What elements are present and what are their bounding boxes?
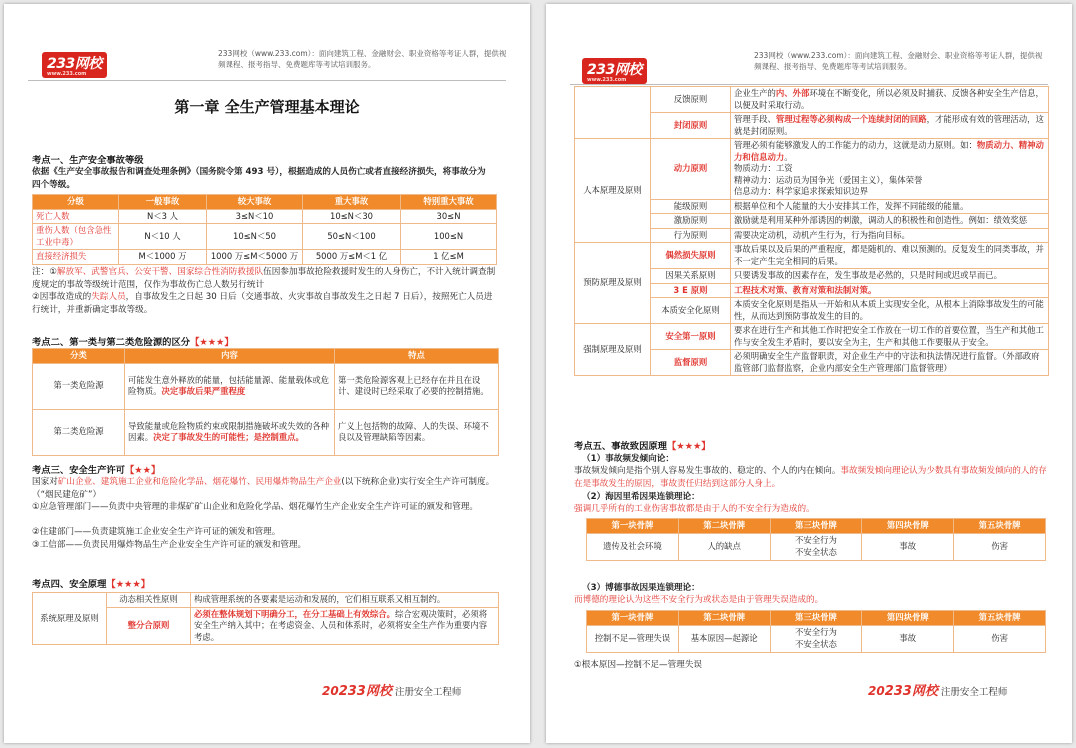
principle-name: 激励原则 bbox=[651, 214, 731, 229]
principle-desc: 必须在整体规划下明确分工，在分工基础上有效综合。综合宏观决策时，必须将安全生产纳入其中；在考虑资金、人员和体系时，必须将安全生产作为重要内容考虑。 bbox=[191, 607, 499, 645]
desc-text: 。 物质动力：工资 精神动力：运动员为国争光（爱国主义），集体荣誉 信息动力：科学家追求探索知识边界 bbox=[734, 151, 923, 196]
hazard-class: 第一类危险源 bbox=[33, 363, 125, 409]
principle-desc bbox=[731, 283, 1049, 298]
table-cell: 10≤N＜30 bbox=[303, 209, 401, 224]
domino-header: 第一块骨牌 bbox=[587, 611, 679, 626]
section-heading-k2: 考点二、第一类与第二类危险源的区分【★★★】 bbox=[32, 337, 234, 348]
domino-header: 第三块骨牌 bbox=[770, 519, 862, 534]
table-cell: 3≤N＜10 bbox=[207, 209, 303, 224]
domino-cell: 伤害 bbox=[954, 533, 1046, 560]
content-text: 导致能量或危险物质约束或限制措施破坏或失效的各种因素。 bbox=[128, 420, 329, 442]
principle-name: 本质安全化原则 bbox=[651, 298, 731, 324]
principle-desc bbox=[731, 269, 1049, 284]
principle-desc bbox=[731, 324, 1049, 350]
hazard-content bbox=[125, 409, 335, 455]
principle-desc: 构成管理系统的各要素是运动和发展的，它们相互联系又相互制约。 bbox=[191, 593, 499, 608]
table-row bbox=[33, 209, 497, 224]
desc-text: 要求在进行生产和其他工作时把安全工作放在一切工作的首要位置，当生产和其他工作与安全发生矛盾时，要以安全为主，生产和其他工作要服从于安全。 bbox=[734, 325, 1044, 347]
table-cell: N＜3 人 bbox=[119, 209, 207, 224]
right-page bbox=[546, 4, 1072, 743]
domino-cell: 不安全行为 不安全状态 bbox=[770, 533, 862, 560]
domino-header: 第二块骨牌 bbox=[678, 519, 770, 534]
desc-text: 事故后果以及后果的严重程度，都是随机的、难以预测的。反复发生的同类事故，并不一定产生完全相同的后果。 bbox=[734, 244, 1044, 266]
table-cell: 100≤N bbox=[401, 224, 497, 250]
k5-para-2: 强调几乎所有的工业伤害事故都是由于人的不安全行为造成的。 bbox=[574, 504, 815, 514]
principle-name: 反馈原则 bbox=[651, 87, 731, 113]
k5-footnote: ①根本原因—控制不足—管理失误 bbox=[574, 660, 703, 670]
column-header: 分类 bbox=[33, 349, 125, 364]
k3-paragraph-1: 国家对矿山企业、建筑施工企业和危险化学品、烟花爆竹、民用爆炸物品生产企业(以下统称企业)实行安全生产许可制度。（“烟民建危矿”） bbox=[32, 477, 495, 500]
domino-cell: 事故 bbox=[862, 625, 954, 652]
accident-level-table bbox=[32, 194, 497, 265]
chapter-title: 第一章 全生产管理基本理论 bbox=[174, 98, 360, 116]
hazard-content bbox=[125, 363, 335, 409]
desc-text: 根据单位和个人能量的大小安排其工作，发挥不同能级的能量。 bbox=[734, 200, 969, 211]
principle-name: 能级原则 bbox=[651, 199, 731, 214]
group-cell: 预防原理及原则 bbox=[575, 243, 651, 324]
principle-name: 封闭原则 bbox=[651, 113, 731, 139]
column-header: 重大事故 bbox=[303, 195, 401, 210]
principle-desc bbox=[731, 298, 1049, 324]
content-text: 可能发生意外释放的能量，包括能量源、能量载体或危险物质。 bbox=[128, 374, 329, 396]
principle-desc bbox=[731, 243, 1049, 269]
header-divider bbox=[28, 80, 506, 81]
desc-text: 需要决定动机，动机产生行为，行为指向目标。 bbox=[734, 229, 910, 240]
k5-sub-2: （2）海因里希因果连锁理论： bbox=[582, 492, 700, 502]
principle-name: 动力原则 bbox=[651, 139, 731, 200]
k5-sub-1: （1）事故频发倾向论： bbox=[582, 454, 674, 464]
brand-logo: 233网校 www.233.com bbox=[582, 58, 647, 84]
desc-text: 本质安全化原则是指从一开始和从本质上实现安全化，从根本上消除事故发生的可能性，从而达到预防事故发生的目的。 bbox=[734, 299, 1044, 321]
desc-key-point: 管理过程等必须构成一个连续封闭的回路 bbox=[775, 114, 927, 124]
desc-text: 管理手段、 bbox=[734, 114, 776, 124]
domino-header: 第五块骨牌 bbox=[954, 519, 1046, 534]
k3-paragraph-2: ①应急管理部门——负责中央管理的非煤矿矿山企业和危险化学品、烟花爆竹生产企业安全生产许可证的颁发和管理。 bbox=[32, 502, 478, 512]
left-page bbox=[4, 4, 530, 743]
desc-text: 企业生产的 bbox=[734, 88, 776, 98]
page-footer: 20233网校 注册安全工程师 bbox=[322, 684, 462, 699]
table-cell: 1 亿≤M bbox=[401, 250, 497, 265]
hazard-source-table bbox=[32, 348, 499, 456]
domino-cell: 遗传及社会环境 bbox=[587, 533, 679, 560]
principles-table bbox=[574, 86, 1049, 376]
group-cell: 系统原理及原则 bbox=[33, 593, 107, 645]
desc-text: 只要诱发事故的因素存在，发生事故是必然的，只是时间或迟或早而已。 bbox=[734, 270, 1002, 280]
k1-note-1: 注：①解放军、武警官兵、公安干警、国家综合性消防救援队伍因参加事故抢险救援时发生的人身伤亡，不计入统计调查制度规定的事故等级统计范围，仅作为事故伤亡总人数另行统计 bbox=[32, 267, 496, 290]
k5-sub-3: （3）博德事故因果连锁理论： bbox=[582, 583, 700, 593]
domino-header: 第三块骨牌 bbox=[770, 611, 862, 626]
principle-desc bbox=[731, 199, 1049, 214]
domino-cell: 伤害 bbox=[954, 625, 1046, 652]
k5-para-3: 而博德的理论认为这些不安全行为或状态是由于管理失误造成的。 bbox=[574, 595, 824, 605]
table-row bbox=[575, 243, 1049, 269]
column-header: 特点 bbox=[335, 349, 499, 364]
section-heading-k3: 考点三、安全生产许可【★★】 bbox=[32, 465, 161, 476]
content-key-point: 决定事故后果严重程度 bbox=[161, 386, 246, 396]
table-cell: N＜10 人 bbox=[119, 224, 207, 250]
hazard-class: 第二类危险源 bbox=[33, 409, 125, 455]
desc-text: 必须明确安全生产监督职责，对企业生产中的守法和执法情况进行监督。（外部政府监管部门监督监察，企业内部安全生产管理部门监督管理） bbox=[734, 351, 1040, 373]
principle-name: 动态相关性原则 bbox=[107, 593, 191, 608]
header-note: 233网校（www.233.com）：面向建筑工程、金融财会、职业资格等考证人群，提供视频课程、报考指导、免费题库等考试培训服务。 bbox=[754, 51, 1043, 71]
row-label: 重伤人数（包含急性工业中毒） bbox=[33, 224, 119, 250]
section-heading-k5: 考点五、事故致因原理【★★★】 bbox=[574, 441, 711, 452]
header-divider bbox=[570, 84, 1048, 85]
table-row bbox=[33, 409, 499, 455]
group-cell: 强制原理及原则 bbox=[575, 324, 651, 376]
principle-name: 偶然损失原则 bbox=[651, 243, 731, 269]
table-row bbox=[33, 250, 497, 265]
section-heading-k4: 考点四、安全原理【★★★】 bbox=[32, 579, 150, 590]
table-row bbox=[575, 139, 1049, 200]
bird-chain-table bbox=[586, 610, 1046, 653]
principle-name: 行为原则 bbox=[651, 228, 731, 243]
k3-paragraph-3: ②住建部门——负责建筑施工企业安全生产许可证的颁发和管理。 bbox=[32, 527, 281, 537]
content-key-point: 决定了事故发生的可能性；是控制重点。 bbox=[153, 432, 304, 442]
column-header: 较大事故 bbox=[207, 195, 303, 210]
domino-cell: 基本原因—起源论 bbox=[678, 625, 770, 652]
hazard-feature: 第一类危险源客观上已经存在并且在设计、建设时已经采取了必要的控制措施。 bbox=[335, 363, 499, 409]
domino-header: 第一块骨牌 bbox=[587, 519, 679, 534]
desc-text: 环境在不断变化，所以必须及时捕获、反馈各种安全生产信息，以便及时采取行动。 bbox=[734, 88, 1044, 110]
principle-name: 因果关系原则 bbox=[651, 269, 731, 284]
principle-name: 监督原则 bbox=[651, 350, 731, 376]
domino-header: 第四块骨牌 bbox=[862, 519, 954, 534]
row-label: 死亡人数 bbox=[33, 209, 119, 224]
table-cell: 50≤N＜100 bbox=[303, 224, 401, 250]
table-cell: 5000 万≤M＜1 亿 bbox=[303, 250, 401, 265]
brand-logo: 233网校 www.233.com bbox=[42, 52, 107, 78]
principle-desc bbox=[731, 228, 1049, 243]
column-header: 分级 bbox=[33, 195, 119, 210]
domino-header: 第四块骨牌 bbox=[862, 611, 954, 626]
desc-key-point: 工程技术对策、教育对策和法制对策。 bbox=[734, 284, 877, 295]
section-heading-k1: 考点一、生产安全事故等级 bbox=[32, 155, 144, 166]
desc-text: 管理必须有能够激发人的工作能力的动力，这就是动力原则。如： bbox=[734, 140, 977, 150]
principle-desc bbox=[731, 214, 1049, 229]
desc-text: ，才能形成有效的管理活动，这就是封闭原则。 bbox=[734, 114, 1044, 136]
principle-name: 整分合原则 bbox=[107, 607, 191, 645]
k1-note-2: ②因事故造成的失踪人员，自事故发生之日起 30 日后（交通事故、火灾事故自事故发生之日起 7 日后），按照死亡人员进行统计，并重新确定事故等级。 bbox=[32, 292, 493, 315]
principle-name: 安全第一原则 bbox=[651, 324, 731, 350]
domino-cell: 人的缺点 bbox=[678, 533, 770, 560]
principle-name: 3 E 原则 bbox=[651, 283, 731, 298]
hazard-feature: 广义上包括物的故障、人的失误、环境不良以及管理缺陷等因素。 bbox=[335, 409, 499, 455]
desc-key-point: 内、外部 bbox=[775, 88, 810, 98]
table-row bbox=[33, 224, 497, 250]
column-header: 一般事故 bbox=[119, 195, 207, 210]
group-cell: 人本原理及原则 bbox=[575, 139, 651, 243]
table-row bbox=[575, 324, 1049, 350]
principle-desc bbox=[731, 139, 1049, 200]
table-row bbox=[575, 87, 1049, 113]
principle-desc bbox=[731, 87, 1049, 113]
page-footer: 20233网校 注册安全工程师 bbox=[868, 684, 1008, 699]
desc-text: 激励就是利用某种外部诱因的刺激，调动人的积极性和创造性。例如：绩效奖惩 bbox=[734, 215, 1028, 225]
k1-intro: 依据《生产安全事故报告和调查处理条例》（国务院令第 493 号），根据造成的人员伤亡或者直接经济损失，将事故分为四个等级。 bbox=[32, 167, 486, 190]
principle-desc bbox=[731, 113, 1049, 139]
heinrich-chain-table bbox=[586, 518, 1046, 561]
table-cell: 1000 万≤M＜5000 万 bbox=[207, 250, 303, 265]
system-principle-table bbox=[32, 592, 499, 645]
domino-cell: 不安全行为 不安全状态 bbox=[770, 625, 862, 652]
table-cell: 10≤N＜50 bbox=[207, 224, 303, 250]
domino-cell: 控制不足—管理失误 bbox=[587, 625, 679, 652]
column-header: 特别重大事故 bbox=[401, 195, 497, 210]
table-cell: 30≤N bbox=[401, 209, 497, 224]
header-note: 233网校（www.233.com）：面向建筑工程、金融财会、职业资格等考证人群，提供视频课程、报考指导、免费题库等考试培训服务。 bbox=[218, 49, 507, 69]
domino-header: 第五块骨牌 bbox=[954, 611, 1046, 626]
k5-para-1: 事故频发倾向是指个别人容易发生事故的、稳定的、个人的内在倾向。事故频发倾向理论认为少数具有事故频发倾向的人的存在是事故发生的原因，事故责任归结到这部分人身上。 bbox=[574, 466, 1047, 489]
desc-key-point: 物质动力、精神动力和信息动力 bbox=[734, 140, 1044, 162]
table-row bbox=[33, 363, 499, 409]
k3-paragraph-4: ③工信部——负责民用爆炸物品生产企业安全生产许可证的颁发和管理。 bbox=[32, 540, 307, 550]
group-cell bbox=[575, 87, 651, 139]
principle-desc bbox=[731, 350, 1049, 376]
column-header: 内容 bbox=[125, 349, 335, 364]
row-label: 直接经济损失 bbox=[33, 250, 119, 265]
domino-cell: 事故 bbox=[862, 533, 954, 560]
domino-header: 第二块骨牌 bbox=[678, 611, 770, 626]
table-cell: M＜1000 万 bbox=[119, 250, 207, 265]
